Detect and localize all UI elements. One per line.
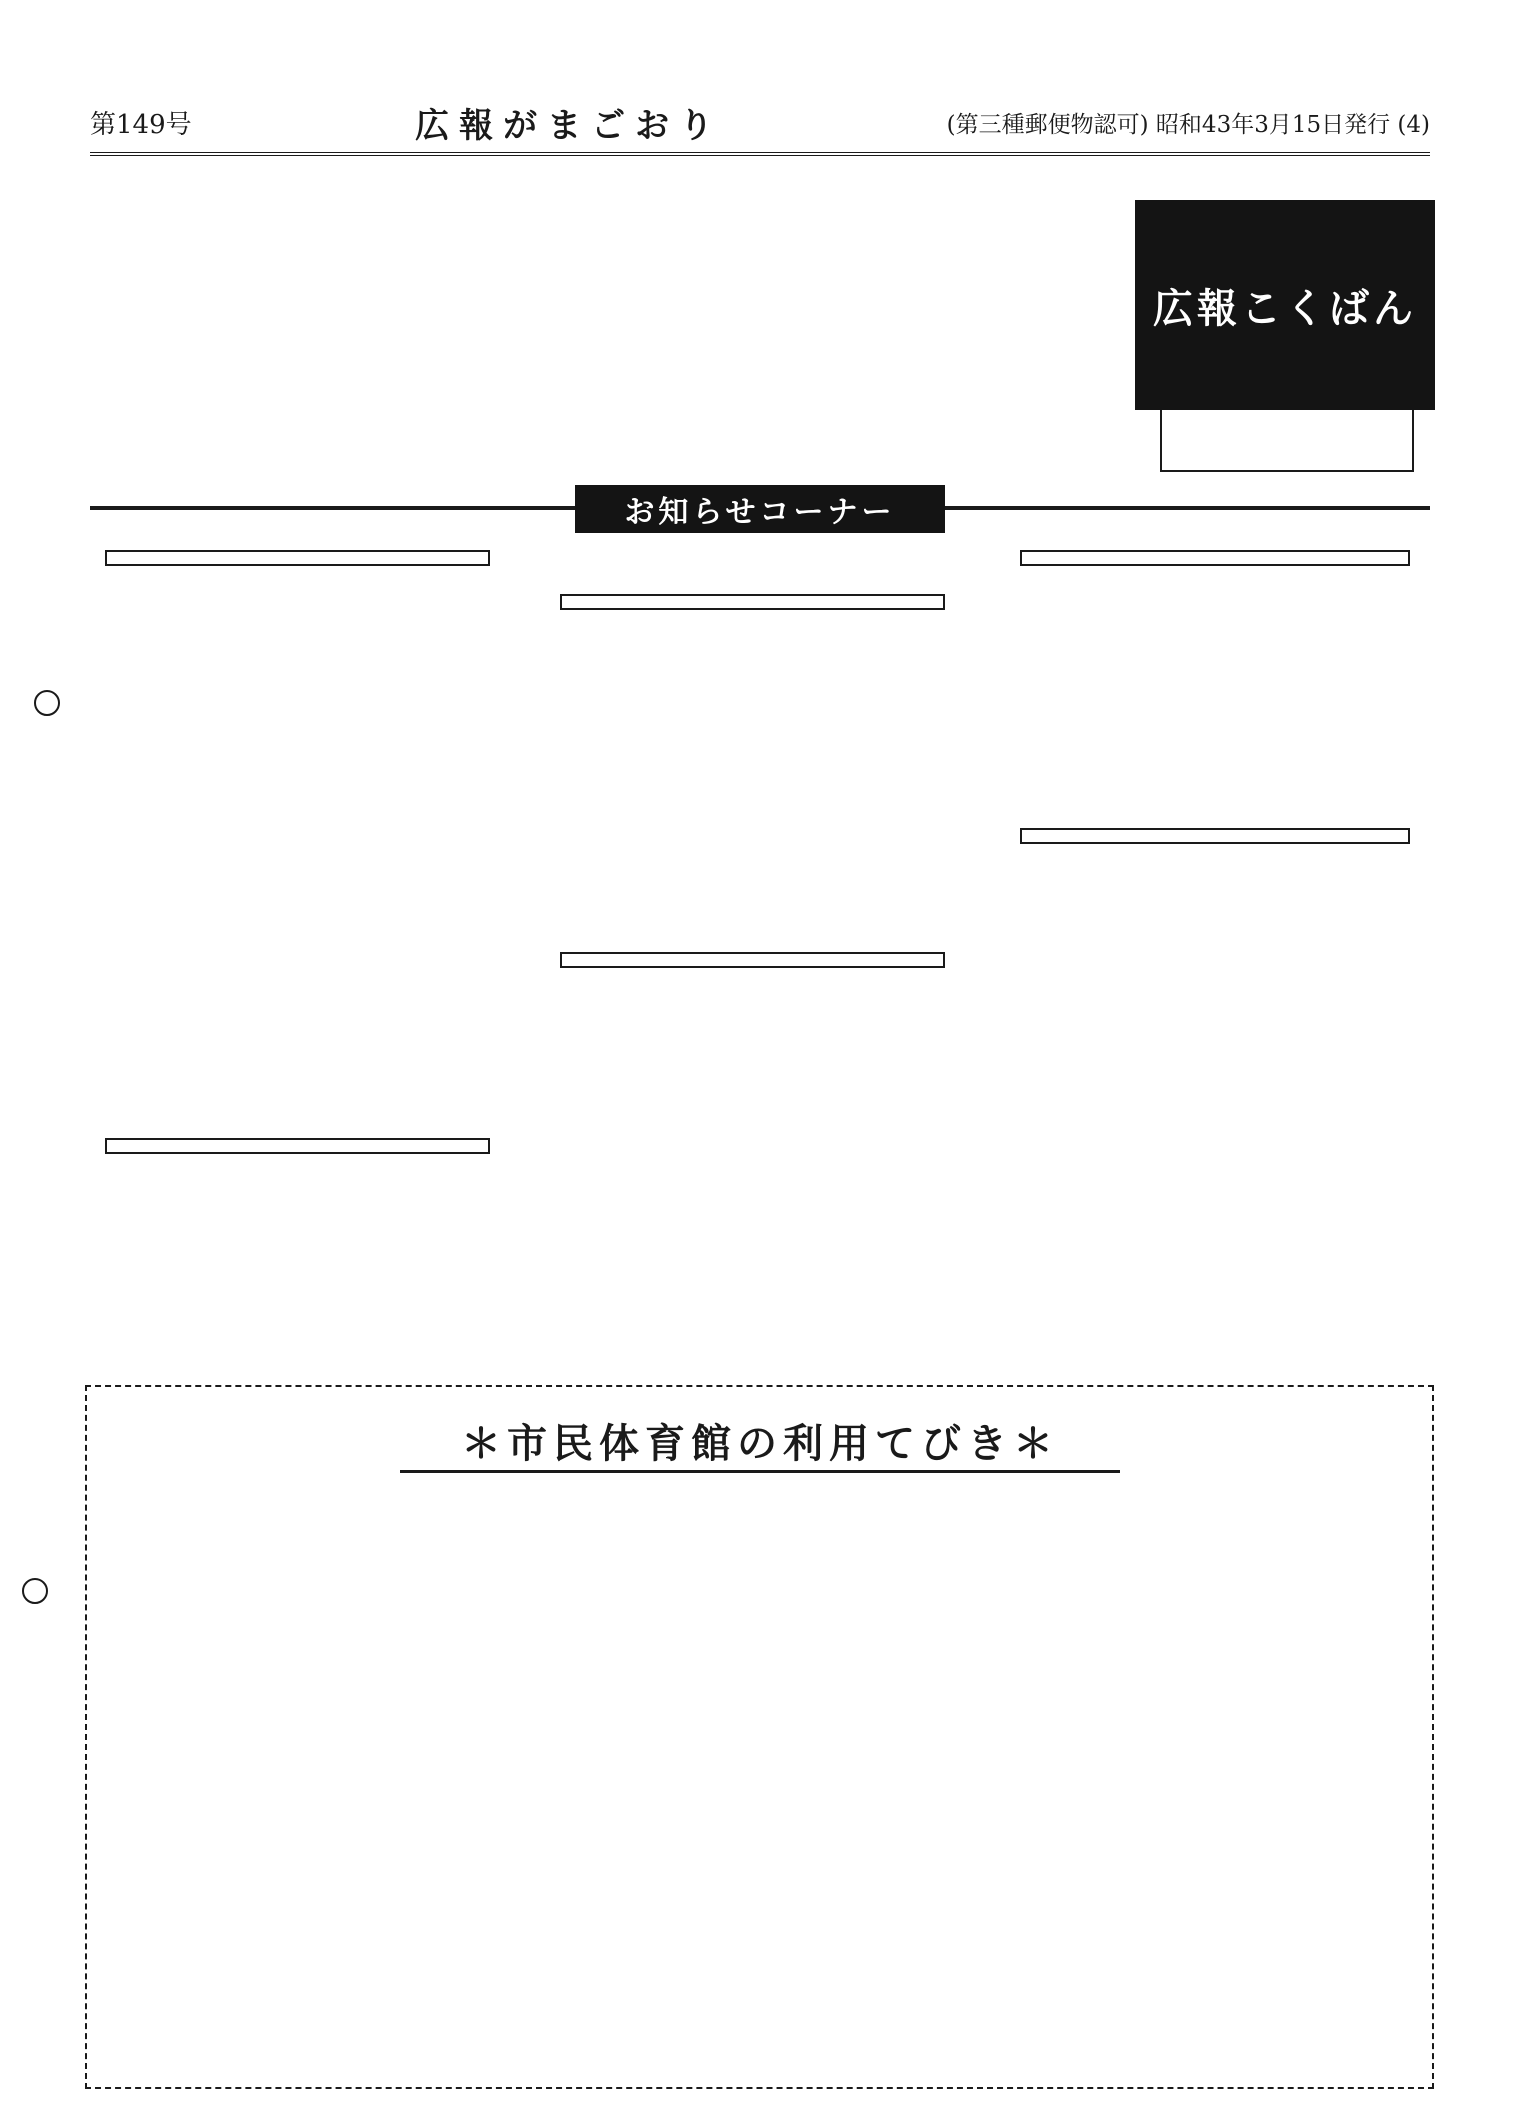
tv-body bbox=[1000, 578, 1430, 828]
recruitment-body bbox=[85, 578, 510, 1138]
masthead bbox=[90, 92, 1430, 156]
usage-guide-column-1 bbox=[110, 1490, 530, 2060]
usage-guide-title bbox=[400, 1410, 1120, 1473]
recruitment-heading bbox=[105, 550, 490, 566]
police-body bbox=[85, 1166, 510, 1286]
naishoku-body bbox=[540, 622, 965, 952]
police-heading bbox=[105, 1138, 490, 1154]
side-note bbox=[20, 880, 60, 1240]
notice-column-left bbox=[85, 550, 510, 1370]
department-schedule bbox=[90, 180, 1120, 470]
gym-news-body bbox=[1000, 856, 1430, 1256]
notice-column-right bbox=[1000, 550, 1430, 1370]
cooking-heading bbox=[560, 952, 945, 968]
usage-guide-column-2 bbox=[570, 1490, 980, 2060]
notice-corner-title bbox=[575, 485, 945, 533]
publication-info: (第三種郵便物認可) 昭和43年3月15日発行 (4) bbox=[946, 111, 1430, 138]
gym-news-heading bbox=[1020, 828, 1410, 844]
notice-corner-label: お知らせコーナー bbox=[624, 495, 896, 530]
binder-hole-bottom bbox=[22, 1578, 48, 1604]
paper-title: 広報がまごおり bbox=[415, 105, 724, 146]
kokuban-banner bbox=[1135, 200, 1435, 410]
usage-guide-title-text: ＊市民体育館の利用てびき＊ bbox=[461, 1419, 1059, 1467]
issue-number: 第149号 bbox=[90, 109, 192, 140]
cooking-body bbox=[540, 980, 965, 1310]
notice-column-middle bbox=[540, 550, 965, 1370]
usage-guide-fee-table bbox=[1010, 1490, 1410, 2060]
kokuban-period bbox=[1160, 410, 1414, 472]
kokuban-title: 広報こくばん bbox=[1153, 284, 1417, 332]
tv-heading bbox=[1020, 550, 1410, 566]
naishoku-heading bbox=[560, 594, 945, 610]
binder-hole-top bbox=[34, 690, 60, 716]
